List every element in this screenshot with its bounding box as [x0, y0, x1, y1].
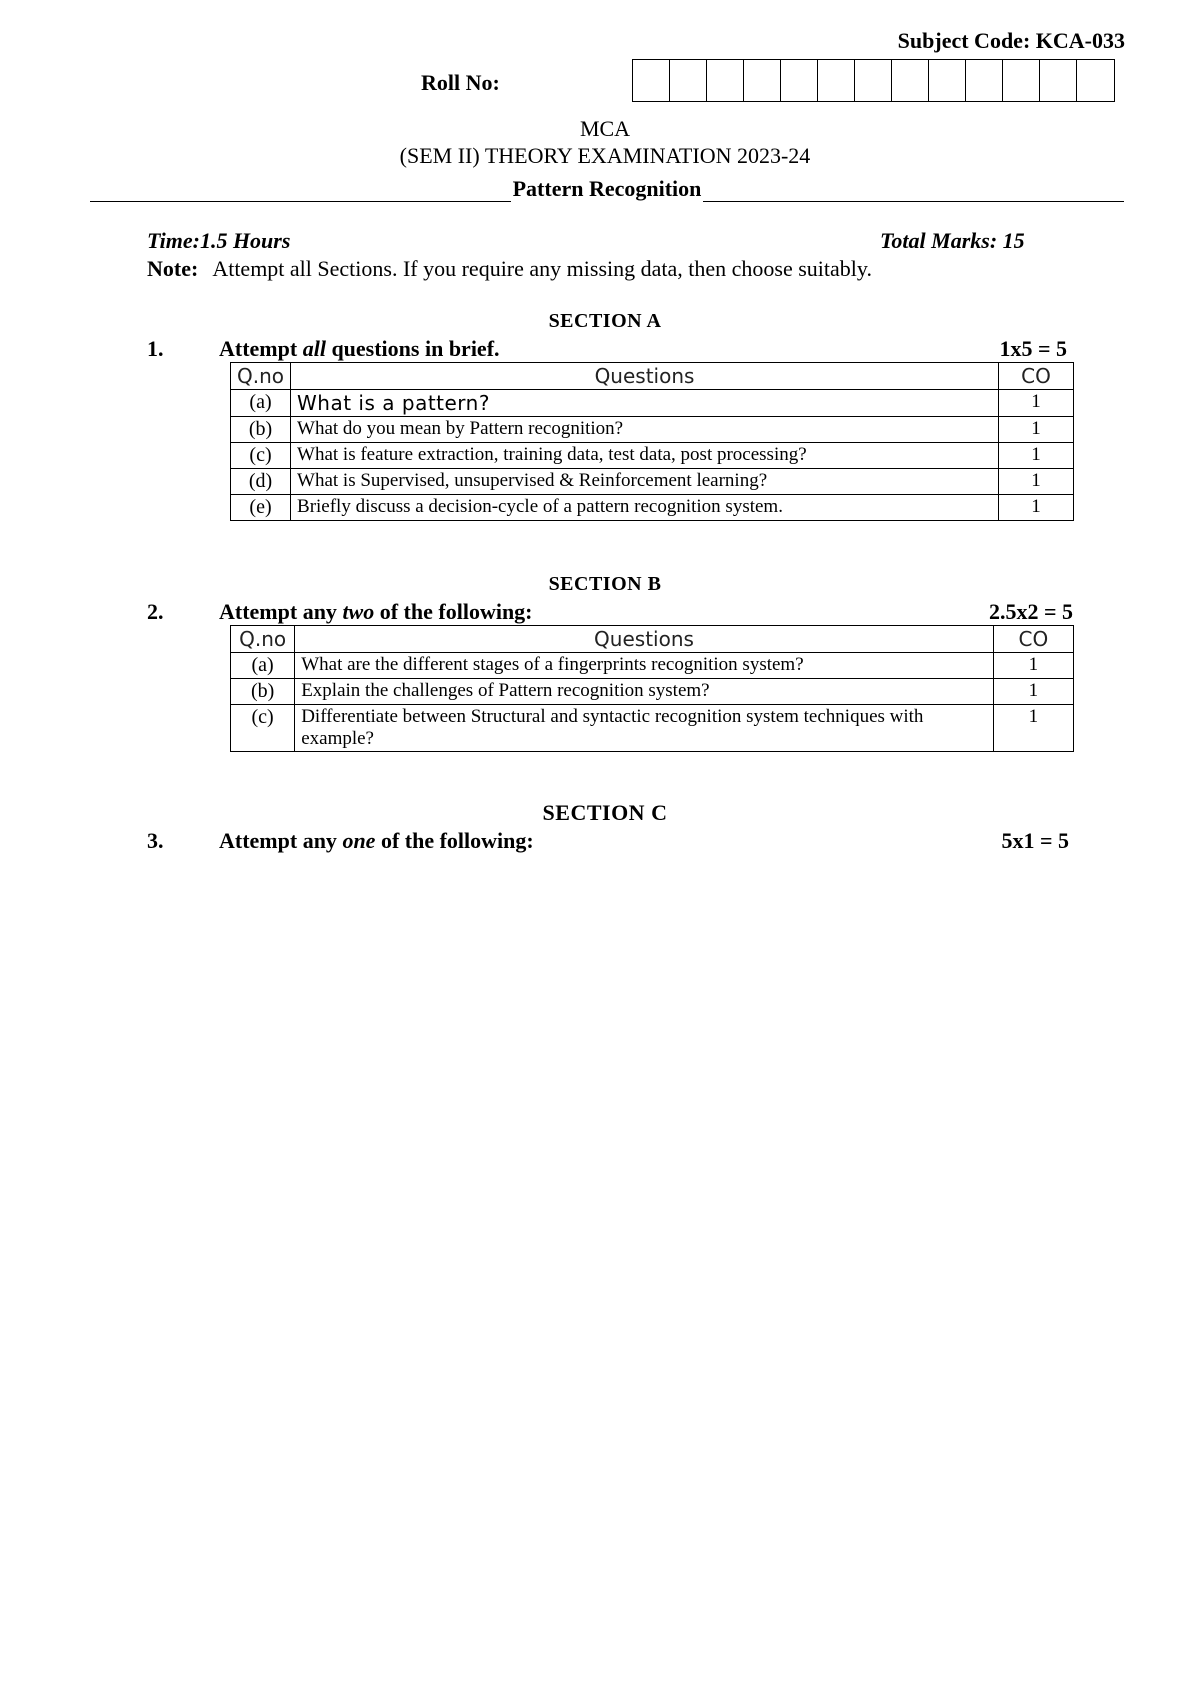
question-number: 1.: [147, 336, 164, 361]
table-row: [231, 469, 1074, 495]
total-marks: Total Marks: 15: [880, 228, 1025, 253]
table-row: [231, 495, 1074, 521]
table-row: [231, 417, 1074, 443]
question-co: 1: [999, 469, 1074, 495]
question-label: (a): [231, 390, 291, 417]
section-b-title: SECTION B: [548, 573, 662, 595]
subject-title: Pattern Recognition: [512, 176, 702, 201]
roll-digit-box: [670, 60, 707, 101]
question-label: (e): [231, 495, 291, 521]
section-c-title: SECTION C: [542, 800, 668, 825]
question-text: What are the different stages of a fingerprints recognition system?: [295, 653, 994, 679]
section-a-title: SECTION A: [548, 310, 662, 332]
table-row: [231, 653, 1074, 679]
exam-title: (SEM II) THEORY EXAMINATION 2023-24: [399, 143, 811, 168]
section-b-instruction: Attempt any two of the following:: [219, 599, 533, 624]
roll-digit-box: [929, 60, 966, 101]
question-text: What is a pattern?: [291, 390, 999, 417]
co-header: CO: [999, 363, 1074, 390]
qno-header: Q.no: [231, 626, 295, 653]
table-row: [231, 390, 1074, 417]
section-a-table: [230, 362, 1074, 521]
roll-digit-box: [633, 60, 670, 101]
table-row: [231, 443, 1074, 469]
question-text: What is feature extraction, training data, test data, post processing?: [291, 443, 999, 469]
note-text: Attempt all Sections. If you require any missing data, then choose suitably.: [212, 256, 872, 281]
question-co: 1: [993, 653, 1073, 679]
note-label: Note:: [147, 256, 199, 281]
section-a-instruction: Attempt all questions in brief.: [219, 336, 500, 361]
roll-digit-box: [966, 60, 1003, 101]
question-label: (a): [231, 653, 295, 679]
title-rule-left: [90, 181, 511, 202]
subject-code: Subject Code: KCA-033: [897, 28, 1125, 53]
exam-duration: Time:1.5 Hours: [147, 228, 291, 253]
section-a-instruction-row: [147, 336, 1067, 362]
section-b-instruction-row: [147, 599, 1073, 625]
question-label: (c): [231, 705, 295, 752]
questions-header: Questions: [295, 626, 994, 653]
roll-number-label: Roll No:: [421, 70, 500, 95]
question-label: (c): [231, 443, 291, 469]
questions-header: Questions: [291, 363, 999, 390]
roll-digit-box: [1003, 60, 1040, 101]
section-c-instruction: Attempt any one of the following:: [219, 828, 534, 853]
title-rule-right: [703, 181, 1124, 202]
section-a-marks: 1x5 = 5: [999, 336, 1067, 361]
table-header-row: [231, 363, 1074, 390]
table-row: [231, 705, 1074, 752]
table-row: [231, 679, 1074, 705]
question-text: What do you mean by Pattern recognition?: [291, 417, 999, 443]
question-label: (b): [231, 417, 291, 443]
table-header-row: [231, 626, 1074, 653]
roll-digit-box: [707, 60, 744, 101]
qno-header: Q.no: [231, 363, 291, 390]
question-co: 1: [993, 705, 1073, 752]
question-co: 1: [999, 495, 1074, 521]
co-header: CO: [993, 626, 1073, 653]
roll-digit-box: [855, 60, 892, 101]
question-label: (b): [231, 679, 295, 705]
question-label: (d): [231, 469, 291, 495]
section-b-marks: 2.5x2 = 5: [988, 599, 1073, 624]
question-number: 3.: [147, 828, 164, 853]
roll-digit-box: [1040, 60, 1077, 101]
question-text: Explain the challenges of Pattern recognition system?: [295, 679, 994, 705]
question-co: 1: [999, 390, 1074, 417]
question-text: Briefly discuss a decision-cycle of a pattern recognition system.: [291, 495, 999, 521]
roll-digit-box: [744, 60, 781, 101]
subject-title-row: [90, 176, 1124, 202]
section-c-marks: 5x1 = 5: [1001, 828, 1069, 853]
roll-digit-box: [892, 60, 929, 101]
question-number: 2.: [147, 599, 164, 624]
section-c-instruction-row: [147, 828, 1069, 854]
question-co: 1: [993, 679, 1073, 705]
question-co: 1: [999, 417, 1074, 443]
question-text: What is Supervised, unsupervised & Reinforcement learning?: [291, 469, 999, 495]
question-text: Differentiate between Structural and syntactic recognition system techniques with example?: [295, 705, 994, 752]
exam-note: [147, 256, 872, 282]
question-co: 1: [999, 443, 1074, 469]
roll-digit-box: [1077, 60, 1114, 101]
roll-number-boxes: [632, 59, 1115, 102]
roll-digit-box: [818, 60, 855, 101]
section-b-table: [230, 625, 1074, 752]
roll-digit-box: [781, 60, 818, 101]
program-name: MCA: [579, 116, 631, 141]
